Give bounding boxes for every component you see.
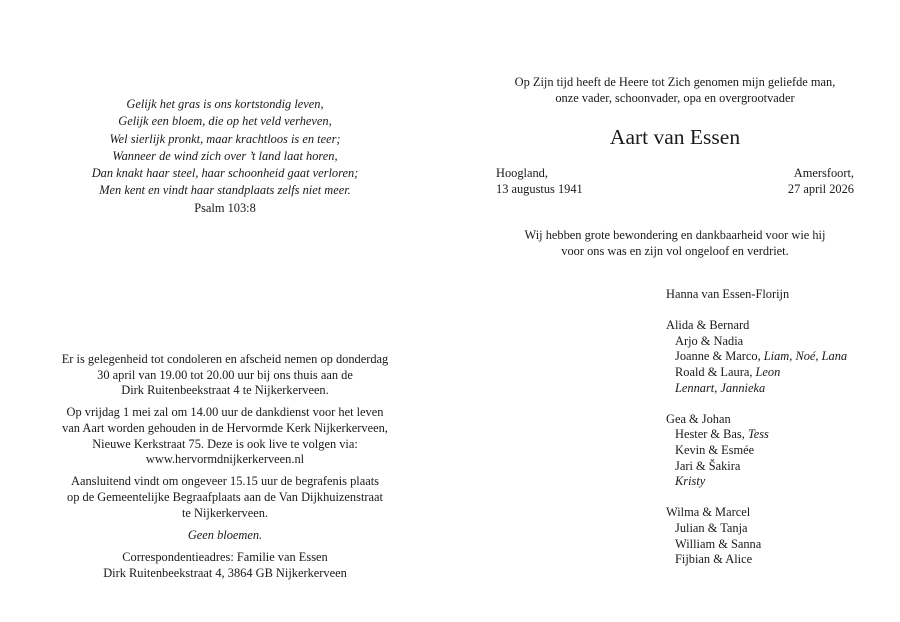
member-names: Julian & Tanja: [675, 520, 748, 535]
family-member: [666, 349, 847, 365]
family-member: [666, 427, 847, 443]
family-group: [666, 318, 847, 396]
service-paragraph: [40, 405, 410, 467]
notice-line: Nieuwe Kerkstraat 75. Deze is ook live te volgen via:: [92, 436, 358, 451]
notice-line: Op vrijdag 1 mei zal om 14.00 uur de dankdienst voor het leven: [66, 405, 384, 420]
notice-line: van Aart worden gehouden in de Hervormde Kerk Nijkerkerveen,: [62, 420, 388, 435]
poem-line: Wel sierlijk pronkt, maar krachtloos is en teer;: [109, 131, 341, 146]
correspondence-label: Correspondentieadres: Familie van Essen: [122, 549, 328, 564]
condolence-paragraph: [40, 352, 410, 399]
intro-line: onze vader, schoonvader, opa en overgrootvader: [555, 91, 795, 105]
family-group: [666, 412, 847, 490]
member-kids: Liam, Noé, Lana: [763, 349, 848, 364]
poem-line: Gelijk een bloem, die op het veld verheven,: [118, 114, 332, 129]
family-group-head: Wilma & Marcel: [666, 505, 751, 520]
spouse-entry: [666, 287, 847, 303]
correspondence-address: Dirk Ruitenbeekstraat 4, 3864 GB Nijkerkerveen: [103, 565, 347, 580]
family-group: [666, 505, 847, 567]
church-website-link[interactable]: www.hervormdnijkerkerveen.nl: [145, 452, 305, 467]
member-names: Roald & Laura,: [675, 364, 756, 379]
member-names: Kevin & Esmée: [675, 442, 755, 457]
family-member: [666, 459, 847, 475]
family-group-head: Gea & Johan: [666, 411, 731, 426]
birth-date: 13 augustus 1941: [496, 182, 583, 196]
family-member: [666, 443, 847, 459]
announcement-intro: [480, 74, 870, 106]
notice-line: op de Gemeentelijke Begraafplaats aan de Van Dijkhuizenstraat: [67, 489, 383, 504]
deceased-name: Aart van Essen: [609, 125, 741, 149]
thanks-line: Wij hebben grote bewondering en dankbaarheid voor wie hij: [524, 228, 826, 242]
spouse-name: Hanna van Essen-Florijn: [666, 287, 790, 301]
family-member: [666, 334, 847, 350]
family-member: [666, 381, 847, 397]
notice-line: Dirk Ruitenbeekstraat 4 te Nijkerkerveen.: [121, 383, 329, 398]
poem-line: Gelijk het gras is ons kortstondig leven,: [126, 97, 324, 111]
correspondence: [40, 550, 410, 581]
notice-line: te Nijkerkerveen.: [181, 505, 268, 520]
member-names: Hester & Bas,: [675, 427, 748, 442]
funeral-notice: [40, 352, 410, 581]
death-date: 27 april 2026: [787, 182, 854, 196]
family-member: [666, 521, 847, 537]
family-member: [666, 552, 847, 568]
notice-line: Aansluitend vindt om ongeveer 15.15 uur de begrafenis plaats: [71, 474, 379, 489]
member-names: Fijbian & Alice: [675, 552, 753, 567]
intro-line: Op Zijn tijd heeft de Heere tot Zich genomen mijn geliefde man,: [514, 75, 836, 89]
death-info: [788, 165, 854, 197]
psalm-poem: [40, 96, 410, 217]
member-kids: Tess: [747, 427, 769, 442]
birth-place: Hoogland,: [496, 166, 548, 180]
thanks-line: voor ons was en zijn vol ongeloof en verdriet.: [561, 244, 789, 258]
member-kids: Lennart, Jannieka: [675, 380, 766, 395]
family-member: [666, 365, 847, 381]
member-names: Jari & Šakira: [675, 458, 741, 473]
burial-paragraph: [40, 474, 410, 521]
member-kids: Leon: [755, 364, 781, 379]
member-names: William & Sanna: [675, 536, 762, 551]
no-flowers-note: Geen bloemen.: [187, 527, 263, 542]
family-group-head: Alida & Bernard: [666, 318, 750, 333]
poem-reference: Psalm 103:8: [194, 200, 256, 215]
member-names: Arjo & Nadia: [675, 333, 744, 348]
family-list: [666, 287, 847, 568]
thanks-text: [480, 227, 870, 259]
notice-line: 30 april van 19.00 tot 20.00 uur bij ons thuis aan de: [97, 367, 353, 382]
poem-line: Dan knakt haar steel, haar schoonheid gaat verloren;: [91, 166, 359, 181]
notice-line: Er is gelegenheid tot condoleren en afscheid nemen op donderdag: [61, 352, 389, 366]
poem-line: Wanneer de wind zich over ’t land laat horen,: [112, 148, 338, 163]
death-place: Amersfoort,: [793, 166, 854, 180]
poem-line: Men kent en vindt haar standplaats zelfs niet meer.: [99, 183, 351, 198]
family-member: [666, 474, 847, 490]
family-member: [666, 537, 847, 553]
member-names: Joanne & Marco,: [675, 349, 764, 364]
member-kids: Kristy: [675, 474, 706, 489]
birth-info: [496, 165, 583, 197]
